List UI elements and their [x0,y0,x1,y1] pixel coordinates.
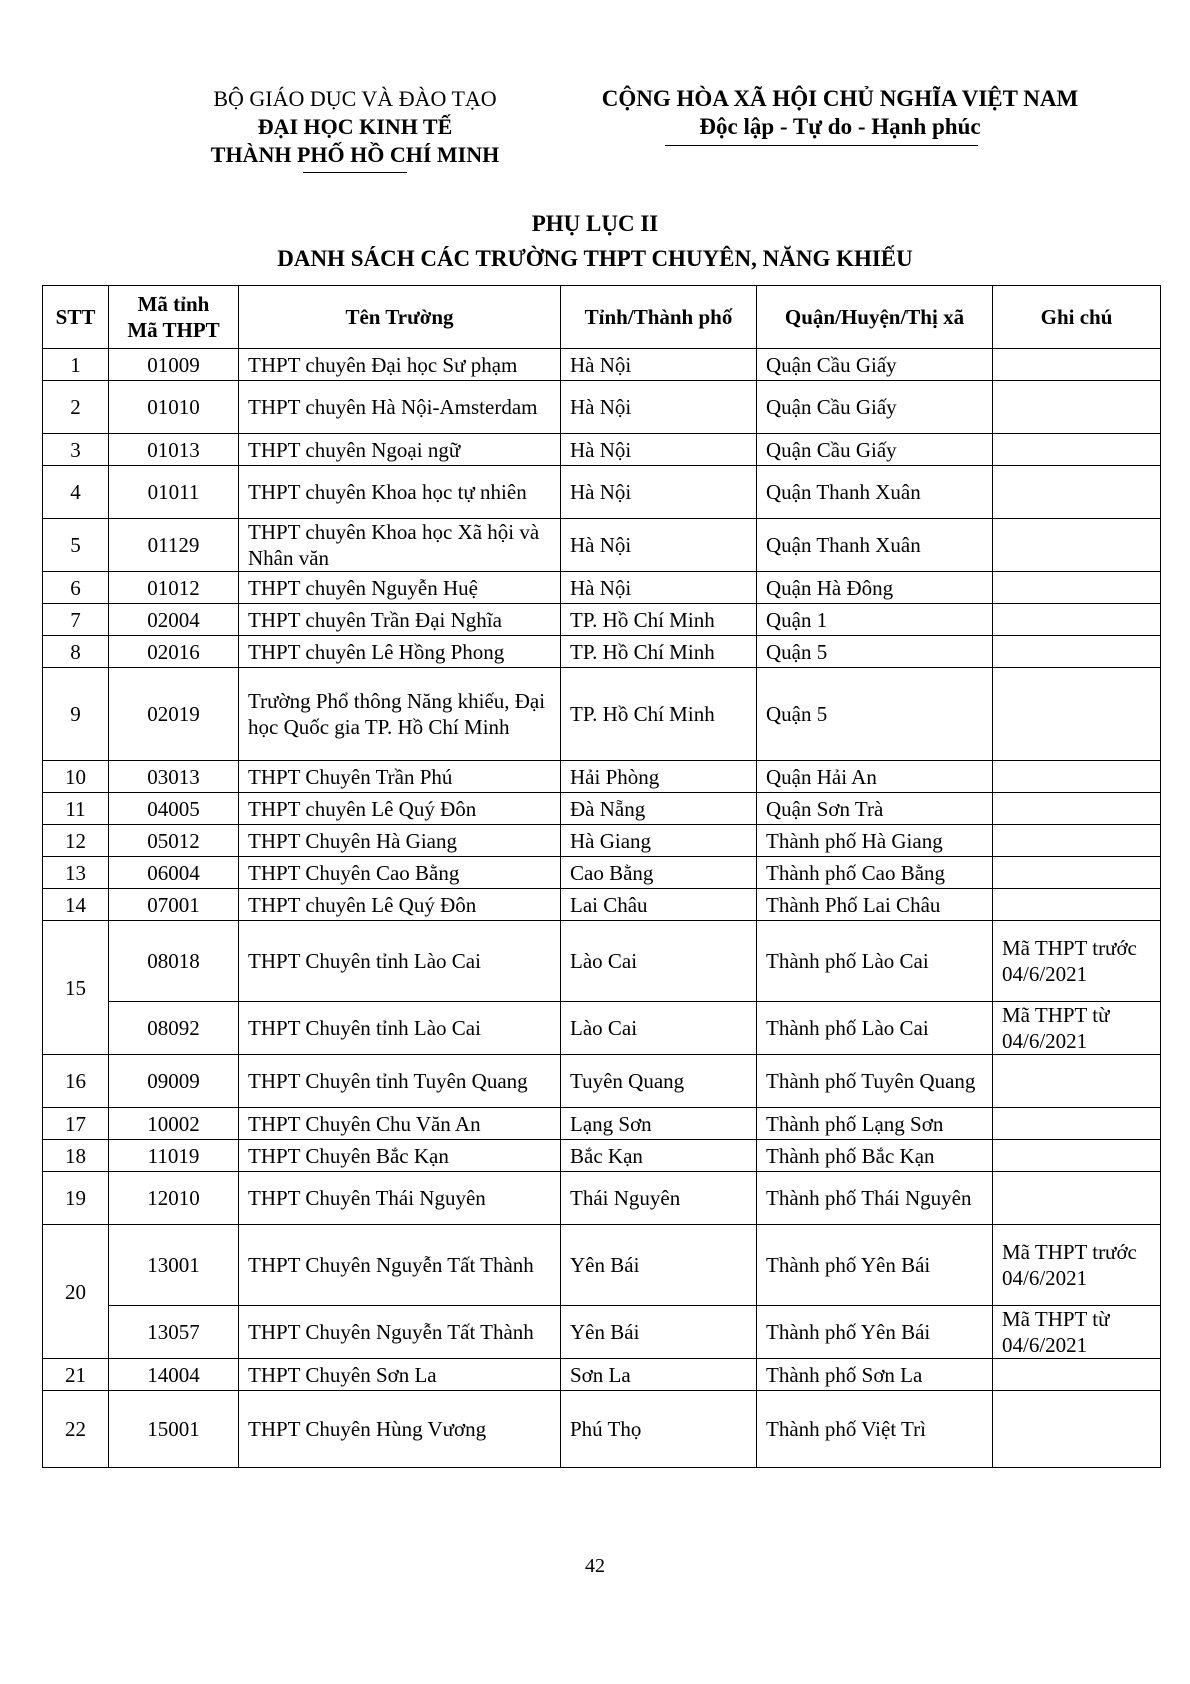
cell-school: THPT Chuyên Nguyễn Tất Thành [239,1225,561,1306]
cell-district: Thành phố Yên Bái [757,1306,993,1359]
table-row [43,381,1161,434]
header-province: Tỉnh/Thành phố [561,286,757,349]
cell-stt: 4 [43,466,109,519]
cell-code: 02016 [109,636,239,668]
cell-school: Trường Phổ thông Năng khiếu, Đại học Quốc gia TP. Hồ Chí Minh [239,668,561,761]
cell-school: THPT Chuyên tỉnh Lào Cai [239,1002,561,1055]
cell-district: Quận 5 [757,668,993,761]
cell-province: Yên Bái [561,1225,757,1306]
cell-note [993,1055,1161,1108]
cell-stt: 16 [43,1055,109,1108]
table-row [43,857,1161,889]
table-row [43,1359,1161,1391]
cell-district: Quận Cầu Giấy [757,349,993,381]
cell-code: 06004 [109,857,239,889]
cell-district: Thành phố Lào Cai [757,921,993,1002]
cell-code: 02004 [109,604,239,636]
cell-note [993,572,1161,604]
cell-district: Quận Hà Đông [757,572,993,604]
table-row [43,1140,1161,1172]
cell-stt: 13 [43,857,109,889]
cell-school: THPT chuyên Hà Nội-Amsterdam [239,381,561,434]
cell-district: Thành phố Thái Nguyên [757,1172,993,1225]
cell-note: Mã THPT từ 04/6/2021 [993,1002,1161,1055]
cell-district: Thành phố Yên Bái [757,1225,993,1306]
cell-stt: 10 [43,761,109,793]
table-row [43,636,1161,668]
cell-district: Thành phố Tuyên Quang [757,1055,993,1108]
cell-code: 01012 [109,572,239,604]
cell-note [993,466,1161,519]
cell-code: 07001 [109,889,239,921]
cell-district: Quận Hải An [757,761,993,793]
cell-province: Hà Nội [561,349,757,381]
cell-province: Hà Nội [561,519,757,572]
cell-school: THPT chuyên Ngoại ngữ [239,434,561,466]
cell-stt: 11 [43,793,109,825]
cell-stt: 2 [43,381,109,434]
table-row [43,825,1161,857]
cell-province: TP. Hồ Chí Minh [561,636,757,668]
cell-school: THPT chuyên Khoa học tự nhiên [239,466,561,519]
cell-province: Hà Giang [561,825,757,857]
cell-province: Thái Nguyên [561,1172,757,1225]
cell-stt: 5 [43,519,109,572]
cell-note [993,668,1161,761]
cell-school: THPT Chuyên Sơn La [239,1359,561,1391]
cell-stt: 19 [43,1172,109,1225]
cell-note [993,857,1161,889]
cell-school: THPT chuyên Lê Quý Đôn [239,889,561,921]
cell-stt: 18 [43,1140,109,1172]
university-name: ĐẠI HỌC KINH TẾ [257,114,453,139]
cell-school: THPT Chuyên Hùng Vương [239,1391,561,1468]
cell-province: Hà Nội [561,434,757,466]
cell-stt: 20 [43,1225,109,1359]
school-table [42,285,1161,1468]
cell-code: 13001 [109,1225,239,1306]
header-district: Quận/Huyện/Thị xã [757,286,993,349]
cell-district: Thành phố Sơn La [757,1359,993,1391]
cell-note [993,1140,1161,1172]
cell-school: THPT Chuyên tỉnh Lào Cai [239,921,561,1002]
header-left [170,85,540,169]
header-school: Tên Trường [239,286,561,349]
cell-district: Thành phố Lạng Sơn [757,1108,993,1140]
cell-school: THPT Chuyên tỉnh Tuyên Quang [239,1055,561,1108]
cell-code: 05012 [109,825,239,857]
header-stt: STT [43,286,109,349]
motto: Độc lập - Tự do - Hạnh phúc [699,114,981,139]
table-row [43,668,1161,761]
cell-note [993,349,1161,381]
cell-note: Mã THPT từ 04/6/2021 [993,1306,1161,1359]
cell-stt: 22 [43,1391,109,1468]
cell-school: THPT chuyên Đại học Sư phạm [239,349,561,381]
university-city: THÀNH PHỐ HỒ CHÍ MINH [210,142,500,167]
cell-district: Thành phố Hà Giang [757,825,993,857]
cell-district: Quận 1 [757,604,993,636]
cell-school: THPT Chuyên Thái Nguyên [239,1172,561,1225]
cell-province: Phú Thọ [561,1391,757,1468]
table-row [43,761,1161,793]
ministry-name: BỘ GIÁO DỤC VÀ ĐÀO TẠO [213,86,497,111]
cell-province: Lạng Sơn [561,1108,757,1140]
table-row [43,434,1161,466]
cell-province: Tuyên Quang [561,1055,757,1108]
table-row [43,1391,1161,1468]
cell-stt: 9 [43,668,109,761]
cell-province: Hà Nội [561,381,757,434]
table-row [43,604,1161,636]
cell-code: 04005 [109,793,239,825]
header-note: Ghi chú [993,286,1161,349]
cell-school: THPT Chuyên Cao Bằng [239,857,561,889]
cell-school: THPT Chuyên Chu Văn An [239,1108,561,1140]
cell-school: THPT chuyên Lê Hồng Phong [239,636,561,668]
cell-code: 15001 [109,1391,239,1468]
cell-note [993,761,1161,793]
cell-code: 08092 [109,1002,239,1055]
cell-note [993,434,1161,466]
cell-code: 01011 [109,466,239,519]
table-row [43,1172,1161,1225]
table-row [43,889,1161,921]
table-row [43,1225,1161,1306]
cell-province: Lai Châu [561,889,757,921]
cell-school: THPT chuyên Trần Đại Nghĩa [239,604,561,636]
cell-note [993,1359,1161,1391]
table-row [43,519,1161,572]
cell-code: 13057 [109,1306,239,1359]
cell-province: Hà Nội [561,466,757,519]
page-number: 42 [585,1555,605,1577]
cell-province: Cao Bằng [561,857,757,889]
cell-school: THPT chuyên Nguyễn Huệ [239,572,561,604]
cell-note: Mã THPT trước 04/6/2021 [993,921,1161,1002]
cell-code: 11019 [109,1140,239,1172]
cell-district: Thành phố Lào Cai [757,1002,993,1055]
cell-district: Quận Cầu Giấy [757,381,993,434]
table-row [43,793,1161,825]
cell-note [993,1391,1161,1468]
cell-district: Thành phố Việt Trì [757,1391,993,1468]
cell-note [993,519,1161,572]
cell-code: 01129 [109,519,239,572]
country-name: CỘNG HÒA XÃ HỘI CHỦ NGHĨA VIỆT NAM [601,86,1079,111]
cell-district: Thành Phố Lai Châu [757,889,993,921]
cell-district: Quận Thanh Xuân [757,466,993,519]
cell-note [993,381,1161,434]
table-row [43,1108,1161,1140]
cell-stt: 12 [43,825,109,857]
cell-district: Thành phố Cao Bằng [757,857,993,889]
cell-code: 12010 [109,1172,239,1225]
cell-stt: 1 [43,349,109,381]
cell-note [993,889,1161,921]
table-row [43,466,1161,519]
cell-note [993,1172,1161,1225]
cell-note [993,1108,1161,1140]
cell-stt: 14 [43,889,109,921]
cell-province: Sơn La [561,1359,757,1391]
cell-stt: 3 [43,434,109,466]
cell-code: 01013 [109,434,239,466]
cell-province: Hải Phòng [561,761,757,793]
table-row [43,572,1161,604]
cell-code: 10002 [109,1108,239,1140]
cell-province: TP. Hồ Chí Minh [561,604,757,636]
cell-code: 01009 [109,349,239,381]
header-code-line2: Mã THPT [127,318,220,342]
cell-code: 02019 [109,668,239,761]
cell-province: Lào Cai [561,1002,757,1055]
list-title: DANH SÁCH CÁC TRƯỜNG THPT CHUYÊN, NĂNG KHIẾU [277,246,913,271]
header-left-underline [303,172,407,173]
cell-code: 08018 [109,921,239,1002]
table-header-row [43,286,1161,349]
cell-district: Quận 5 [757,636,993,668]
cell-code: 01010 [109,381,239,434]
cell-note: Mã THPT trước 04/6/2021 [993,1225,1161,1306]
cell-code: 14004 [109,1359,239,1391]
cell-code: 03013 [109,761,239,793]
cell-district: Quận Cầu Giấy [757,434,993,466]
cell-district: Thành phố Bắc Kạn [757,1140,993,1172]
cell-province: Bắc Kạn [561,1140,757,1172]
cell-district: Quận Thanh Xuân [757,519,993,572]
header-code [109,286,239,349]
cell-stt: 15 [43,921,109,1055]
cell-stt: 6 [43,572,109,604]
cell-school: THPT chuyên Khoa học Xã hội và Nhân văn [239,519,561,572]
cell-school: THPT Chuyên Hà Giang [239,825,561,857]
table-row [43,1306,1161,1359]
header-right [570,85,1110,141]
cell-province: TP. Hồ Chí Minh [561,668,757,761]
cell-stt: 17 [43,1108,109,1140]
cell-stt: 7 [43,604,109,636]
header-code-line1: Mã tỉnh [137,292,210,316]
cell-school: THPT Chuyên Nguyễn Tất Thành [239,1306,561,1359]
table-row [43,1002,1161,1055]
cell-note [993,793,1161,825]
cell-school: THPT chuyên Lê Quý Đôn [239,793,561,825]
appendix-title: PHỤ LỤC II [531,211,659,236]
cell-stt: 21 [43,1359,109,1391]
table-row [43,921,1161,1002]
cell-province: Hà Nội [561,572,757,604]
cell-school: THPT Chuyên Bắc Kạn [239,1140,561,1172]
cell-province: Đà Nẵng [561,793,757,825]
cell-school: THPT Chuyên Trần Phú [239,761,561,793]
table-row [43,349,1161,381]
cell-note [993,825,1161,857]
cell-stt: 8 [43,636,109,668]
cell-note [993,604,1161,636]
header-right-underline [665,145,978,146]
table-row [43,1055,1161,1108]
cell-province: Lào Cai [561,921,757,1002]
cell-district: Quận Sơn Trà [757,793,993,825]
cell-code: 09009 [109,1055,239,1108]
cell-note [993,636,1161,668]
cell-province: Yên Bái [561,1306,757,1359]
